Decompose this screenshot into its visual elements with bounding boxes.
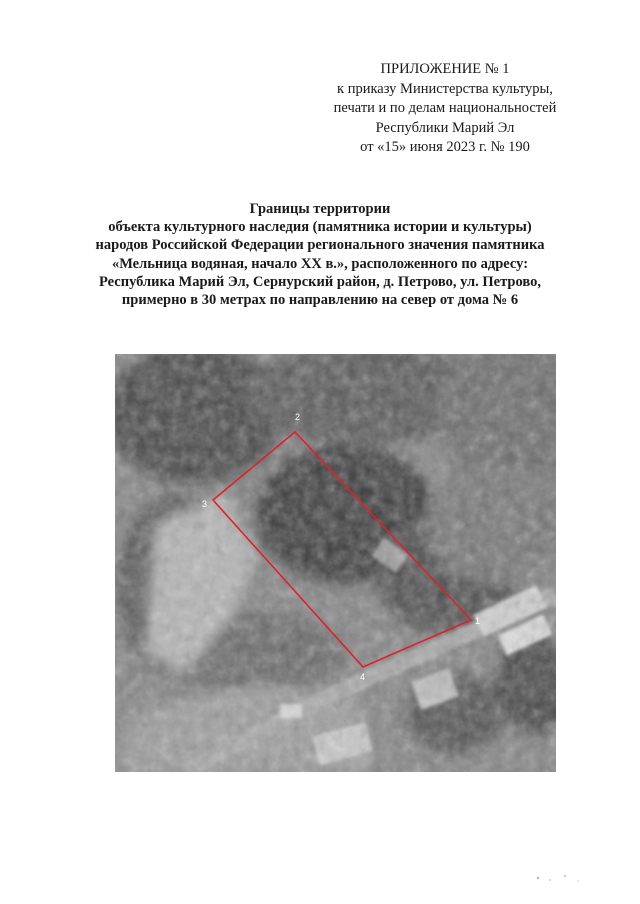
appendix-date-line: от «15» июня 2023 г. № 190 (360, 139, 530, 155)
point-label-2: 2 (295, 412, 301, 422)
title-line-5: Республика Марий Эл, Сернурский район, д. Петрово, ул. Петрово, (99, 273, 541, 290)
title-line-4: «Мельница водяная, начало XX в.», расположенного по адресу: (111, 255, 529, 272)
scan-artifact (530, 868, 590, 888)
appendix-header (300, 60, 590, 158)
title-line-1: Границы территории (249, 201, 391, 217)
appendix-order-line: к приказу Министерства культуры, (337, 80, 553, 97)
title-line-3: народов Российской Федерации регионального значения памятника (95, 237, 545, 254)
title-line-6: примерно в 30 метрах по направлению на север от дома № 6 (121, 292, 519, 309)
appendix-republic-line: Республики Марий Эл (375, 119, 515, 136)
appendix-number: ПРИЛОЖЕНИЕ № 1 (380, 61, 510, 77)
satellite-map-image (115, 354, 556, 772)
point-label-1: 1 (475, 616, 481, 626)
point-label-3: 3 (202, 499, 208, 509)
satellite-map (115, 354, 556, 772)
point-label-4: 4 (360, 672, 366, 682)
document-title (70, 200, 570, 309)
title-line-2: объекта культурного наследия (памятника истории и культуры) (108, 219, 532, 236)
appendix-ministry-line: печати и по делам национальностей (333, 100, 557, 116)
